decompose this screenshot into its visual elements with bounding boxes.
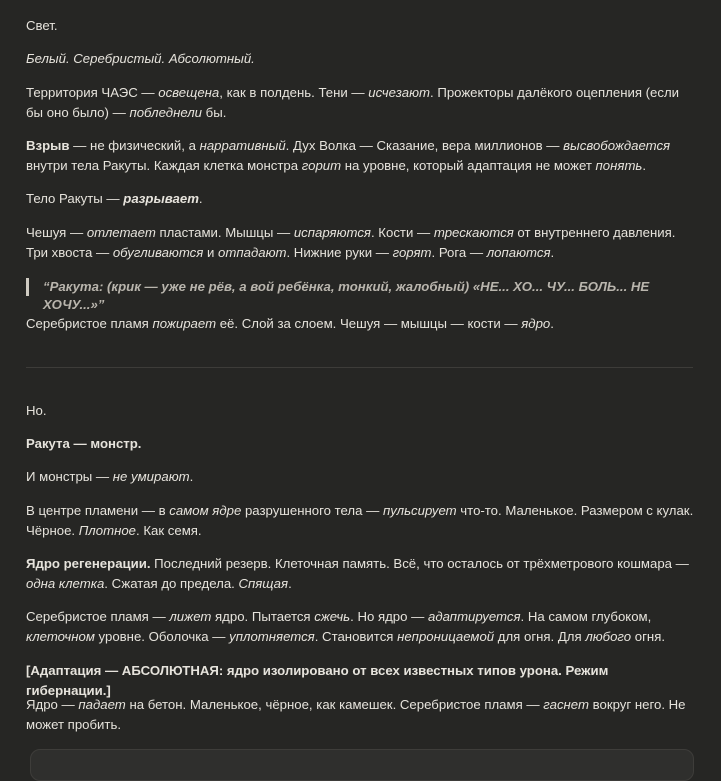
paragraph [26, 189, 694, 209]
paragraph [26, 554, 694, 594]
text-run: — не физический, а [69, 138, 200, 153]
paragraph [26, 434, 694, 454]
italic-text: отлетает [86, 225, 156, 240]
text-run: пластами. Мышцы — [155, 225, 294, 240]
italic-text: клеточном [26, 629, 95, 644]
text-run: . Сжатая до предела. [104, 576, 239, 591]
paragraph [26, 501, 694, 541]
italic-text: горит [301, 158, 342, 173]
horizontal-divider [26, 367, 693, 368]
text-run: от внутреннего давления. Три хвоста — [26, 225, 676, 260]
text-run: . Как семя. [136, 523, 202, 538]
italic-text: Спящая [238, 576, 289, 591]
text-run: Серебристое пламя — [26, 609, 170, 624]
bold-italic-text: разрывает [123, 191, 199, 206]
paragraph [26, 607, 694, 647]
message-input-box[interactable] [30, 749, 694, 781]
italic-text: самом ядре [169, 503, 242, 518]
paragraph [26, 136, 694, 176]
text-run: Свет. [26, 18, 58, 33]
text-run: В центре пламени — в [26, 503, 170, 518]
italic-text: пульсирует [382, 503, 457, 518]
bold-text: [Адаптация — АБСОЛЮТНАЯ: ядро изолировано от всех известных типов урона. Режим гибернации.] [26, 663, 609, 698]
italic-text: обугливаются [112, 245, 204, 260]
text-run: . [550, 245, 555, 260]
text-run: вокруг него. Не может пробить. [26, 697, 686, 732]
text-run: Ядро — [26, 697, 79, 712]
text-run: . [198, 191, 203, 206]
italic-text: освещена [158, 85, 220, 100]
bold-text: Взрыв [26, 138, 70, 153]
bold-text: Ракута — монстр. [26, 436, 142, 451]
italic-text: уплотняется [229, 629, 315, 644]
italic-text: горят [392, 245, 432, 260]
text-run: на уровне, который адаптация не может [341, 158, 596, 173]
italic-text: трескаются [433, 225, 514, 240]
italic-text: Белый. Серебристый. Абсолютный. [26, 51, 255, 66]
paragraph [26, 49, 694, 69]
paragraph [26, 223, 694, 263]
blockquote [26, 278, 694, 312]
text-run: что-то. Маленькое. Размером с кулак. Чёрное. [26, 503, 694, 538]
italic-text: непроницаемой [397, 629, 495, 644]
text-run: . [550, 316, 554, 331]
text-run: бы. [202, 105, 227, 120]
italic-text: понять [595, 158, 643, 173]
italic-text: пожирает [152, 316, 217, 331]
italic-text: лижет [169, 609, 212, 624]
text-run: уровне. Оболочка — [94, 629, 230, 644]
italic-text: отпадают [218, 245, 287, 260]
italic-text: не умирают [112, 469, 190, 484]
italic-text: побледнели [129, 105, 202, 120]
text-run: . Кости — [370, 225, 434, 240]
paragraph [26, 314, 694, 334]
text-run: огня. [631, 629, 666, 644]
italic-text: ядро [521, 316, 551, 331]
paragraph [26, 83, 694, 123]
italic-text: высвобождается [563, 138, 671, 153]
text-run: внутри тела Ракуты. Каждая клетка монстра [26, 158, 302, 173]
text-run: . Рога — [431, 245, 487, 260]
italic-text: Плотное [78, 523, 136, 538]
text-run: разрушенного тела — [241, 503, 383, 518]
italic-text: лопаются [486, 245, 551, 260]
text-run: Чешуя — [26, 225, 87, 240]
italic-text: нарративный [199, 138, 286, 153]
text-run: для огня. Для [494, 629, 586, 644]
text-run: Последний резерв. Клеточная память. Всё, что осталось от трёхметрового кошмара — [150, 556, 689, 571]
italic-text: гаснет [543, 697, 589, 712]
text-run: и [203, 245, 219, 260]
italic-text: адаптируется [428, 609, 521, 624]
text-run: . [642, 158, 647, 173]
italic-text: падает [78, 697, 126, 712]
text-run: . На самом глубоком, [520, 609, 652, 624]
text-run: . Прожекторы далёкого оцепления (если бы оно было) — [26, 85, 680, 120]
text-run: . [288, 576, 292, 591]
italic-text: одна клетка [26, 576, 105, 591]
paragraph [26, 401, 694, 421]
bold-text: Ядро регенерации. [26, 556, 151, 571]
text-run: Территория ЧАЭС — [26, 85, 159, 100]
italic-text: любого [585, 629, 632, 644]
paragraph [26, 467, 694, 487]
italic-text: сжечь [314, 609, 351, 624]
blockquote-text: “Ракута: (крик — уже не рёв, а вой ребёнка, тонкий, жалобный) «НЕ... ХО... ЧУ... БОЛЬ... НЕ ХОЧУ...»” [43, 279, 650, 312]
text-run: Тело Ракуты — [26, 191, 124, 206]
text-run: . Становится [314, 629, 398, 644]
italic-text: исчезают [368, 85, 431, 100]
paragraph [26, 695, 694, 735]
text-run: . Нижние руки — [286, 245, 393, 260]
text-run: ядро. Пытается [211, 609, 315, 624]
text-run: И монстры — [26, 469, 113, 484]
text-run: . Но ядро — [350, 609, 428, 624]
text-run: на бетон. Маленькое, чёрное, как камешек. Серебристое пламя — [125, 697, 544, 712]
text-run: её. Слой за слоем. Чешуя — мышцы — кости — [216, 316, 522, 331]
text-run: Но. [26, 403, 47, 418]
text-run: , как в полдень. Тени — [219, 85, 369, 100]
paragraph [26, 16, 694, 36]
text-run: . [189, 469, 194, 484]
text-run: Серебристое пламя [26, 316, 153, 331]
text-run: . Дух Волка — Сказание, вера миллионов — [285, 138, 564, 153]
italic-text: испаряются [293, 225, 371, 240]
